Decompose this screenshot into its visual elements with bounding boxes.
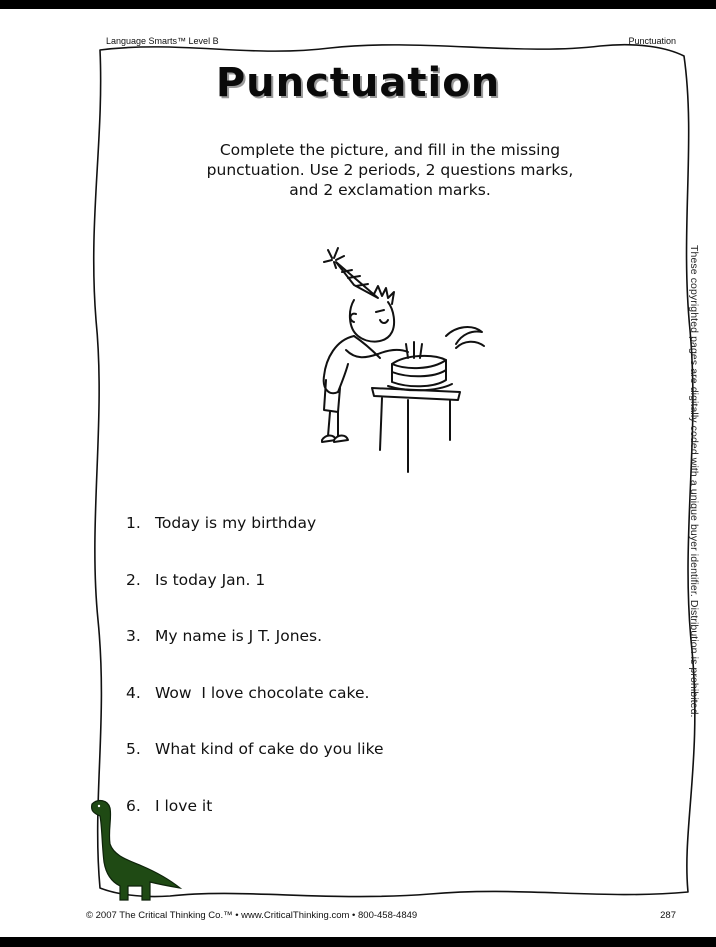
question-number: 3. — [126, 627, 141, 645]
question-4 — [126, 684, 384, 741]
question-2 — [126, 571, 384, 628]
question-5 — [126, 740, 384, 797]
question-1 — [126, 514, 384, 571]
footer-copyright: © 2007 The Critical Thinking Co.™ • www.CriticalThinking.com • 800-458-4849 — [86, 910, 418, 921]
question-text: Is today Jan. 1 — [155, 570, 266, 589]
copyright-side-note: These copyrighted pages are digitally coded with a unique buyer identifier. Distribution is prohibited. — [688, 245, 700, 718]
question-text: I love it — [155, 796, 213, 815]
instructions: Complete the picture, and fill in the missing punctuation. Use 2 periods, 2 questions marks, and 2 exclamation marks. — [206, 141, 574, 199]
bottom-bar — [0, 937, 716, 947]
boy-with-birthday-cake-drawing — [296, 240, 496, 480]
dinosaur-icon — [84, 796, 184, 906]
question-3 — [126, 627, 384, 684]
header-section: Punctuation — [628, 36, 676, 46]
question-number: 5. — [126, 740, 141, 758]
question-text: Today is my birthday — [155, 514, 317, 532]
question-text: Wow I love chocolate cake. — [155, 683, 370, 702]
question-number: 4. — [126, 683, 141, 702]
page-number: 287 — [660, 910, 676, 921]
question-text: My name is J T. Jones. — [155, 627, 323, 645]
question-number: 2. — [126, 570, 141, 589]
header-book-title: Language Smarts™ Level B — [106, 36, 219, 46]
question-number: 6. — [126, 796, 141, 815]
question-text: What kind of cake do you like — [155, 740, 384, 758]
question-number: 1. — [126, 514, 141, 532]
page-title: Punctuation — [215, 60, 501, 106]
